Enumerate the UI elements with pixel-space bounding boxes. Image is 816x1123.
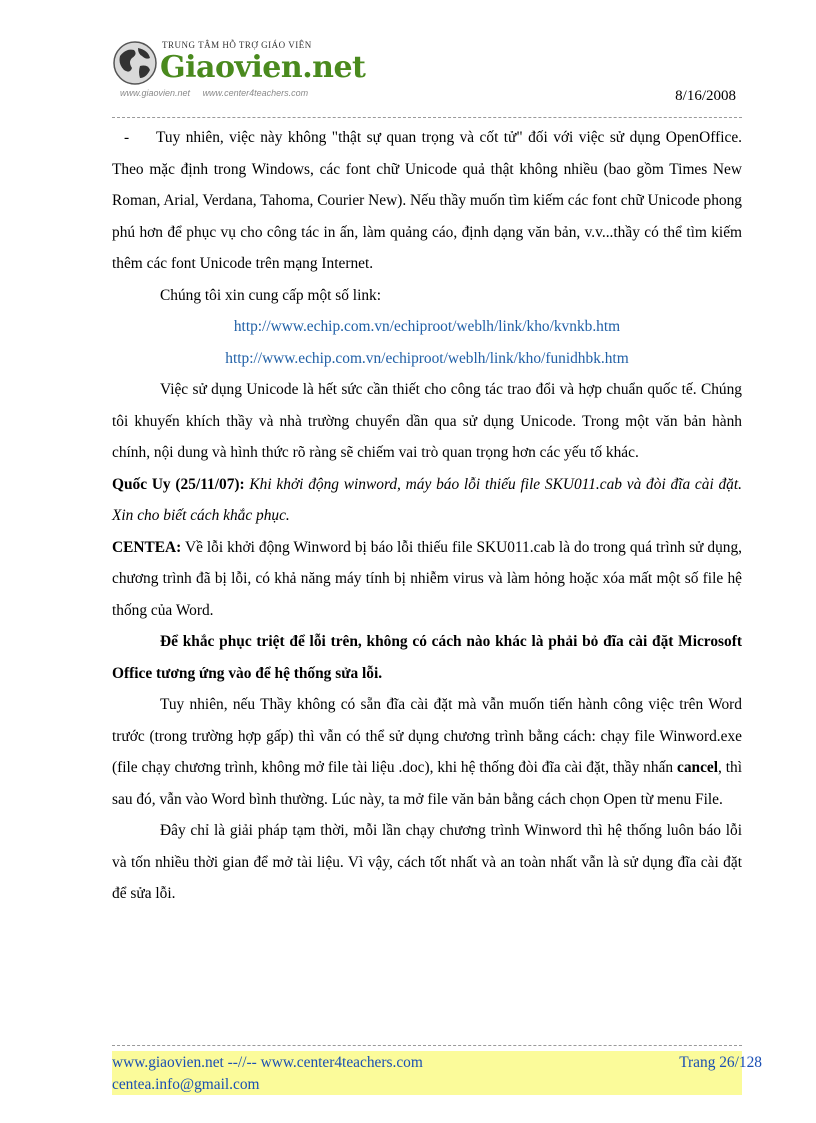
- question-author: Quốc Uy (25/11/07):: [112, 475, 245, 493]
- answer-text: Về lỗi khởi động Winword bị báo lỗi thiếu file SKU011.cab là do trong quá trình sử dụng, chương trình đã bị lỗi, có khả năng máy tính bị nhiễm virus và làm hỏng hoặc xóa mất một số file hệ thống của Word.: [112, 538, 742, 619]
- logo-tagline: TRUNG TÂM HỖ TRỢ GIÁO VIÊN: [162, 40, 312, 50]
- logo-brand: Giaovien.net: [160, 50, 366, 85]
- paragraph-links-intro: Chúng tôi xin cung cấp một số link:: [160, 286, 382, 304]
- paragraph-conclusion: Đây chỉ là giải pháp tạm thời, mỗi lần chạy chương trình Winword thì hệ thống luôn báo lỗi và tốn nhiều thời gian để mở tài liệu. Vì vậy, cách tốt nhất và an toàn nhất vẫn là sử dụng đĩa cài đặt để sửa lỗi.: [112, 822, 742, 902]
- paragraph-openoffice-text: Tuy nhiên, việc này không "thật sự quan trọng và cốt tử" đối với việc sử dụng OpenOffice. Theo mặc định trong Windows, các font chữ Unicode quả thật không nhiều (bao gồm Times New Roman, Arial, Verdana, Tahoma, Courier New). Nếu thầy muốn tìm kiếm các font chữ Unicode phong phú hơn để phục vụ cho công tác in ấn, làm quảng cáo, định dạng văn bản, v.v...thầy có thể tìm kiếm thêm các font Unicode trên mạng Internet.: [112, 129, 742, 272]
- paragraph-openoffice: [112, 122, 742, 280]
- question: [112, 469, 742, 532]
- page-header: [112, 32, 742, 114]
- document-body: [112, 122, 742, 910]
- footer-email[interactable]: centea.info@gmail.com: [112, 1076, 260, 1093]
- footer-divider: [112, 1045, 742, 1046]
- cancel-keyword: cancel: [676, 759, 719, 776]
- answer: [112, 532, 742, 627]
- workaround-text-a: Tuy nhiên, nếu Thầy không có sẵn đĩa cài đặt mà vẫn muốn tiến hành công việc trên Word trước (trong trường hợp gấp) thì vẫn có thể sử dụng chương trình bằng cách: chạy file Winword.exe (file chạy chương trình, không mở file tài liệu .doc), khi hệ thống đòi đĩa cài đặt, thầy nhấn: [112, 696, 742, 776]
- link-kvnkb[interactable]: http://www.echip.com.vn/echiproot/weblh/link/kho/kvnkb.htm: [233, 318, 621, 335]
- answer-author: CENTEA:: [112, 538, 182, 556]
- page-number: Trang 26/128: [679, 1054, 762, 1071]
- globe-logo-icon: [112, 40, 158, 86]
- question-text: Khi khởi động winword, máy báo lỗi thiếu file SKU011.cab và đòi đĩa cài đặt. Xin cho biết cách khắc phục.: [112, 475, 742, 524]
- paragraph-fix-bold: Để khắc phục triệt để lỗi trên, không có cách nào khác là phải bỏ đĩa cài đặt Microsoft Office tương ứng vào để hệ thống sửa lỗi.: [112, 633, 742, 682]
- link-funidhbk[interactable]: http://www.echip.com.vn/echiproot/weblh/link/kho/funidhbk.htm: [225, 349, 629, 367]
- list-dash: -: [124, 129, 130, 146]
- footer-websites[interactable]: www.giaovien.net --//-- www.center4teachers.com: [112, 1054, 423, 1071]
- page-footer: [112, 1051, 762, 1095]
- logo-url-2: www.center4teachers.com: [202, 88, 309, 98]
- logo-url-1: www.giaovien.net: [120, 88, 191, 98]
- paragraph-unicode: Việc sử dụng Unicode là hết sức cần thiết cho công tác trao đổi và hợp chuẩn quốc tế. Chúng tôi khuyến khích thầy và nhà trường chuyển dần qua sử dụng Unicode. Trong một văn bản hành chính, nội dung và hình thức rõ ràng sẽ chiếm vai trò quan trọng hơn các yếu tố khác.: [112, 381, 742, 461]
- paragraph-workaround: [112, 689, 742, 815]
- workaround-text-b: , thì sau đó, vẫn vào Word bình thường. Lúc này, ta mở file văn bản bằng cách chọn Open từ menu File.: [112, 759, 742, 808]
- header-date: 8/16/2008: [675, 88, 736, 104]
- header-divider: [112, 117, 742, 118]
- logo-urls: [120, 88, 308, 98]
